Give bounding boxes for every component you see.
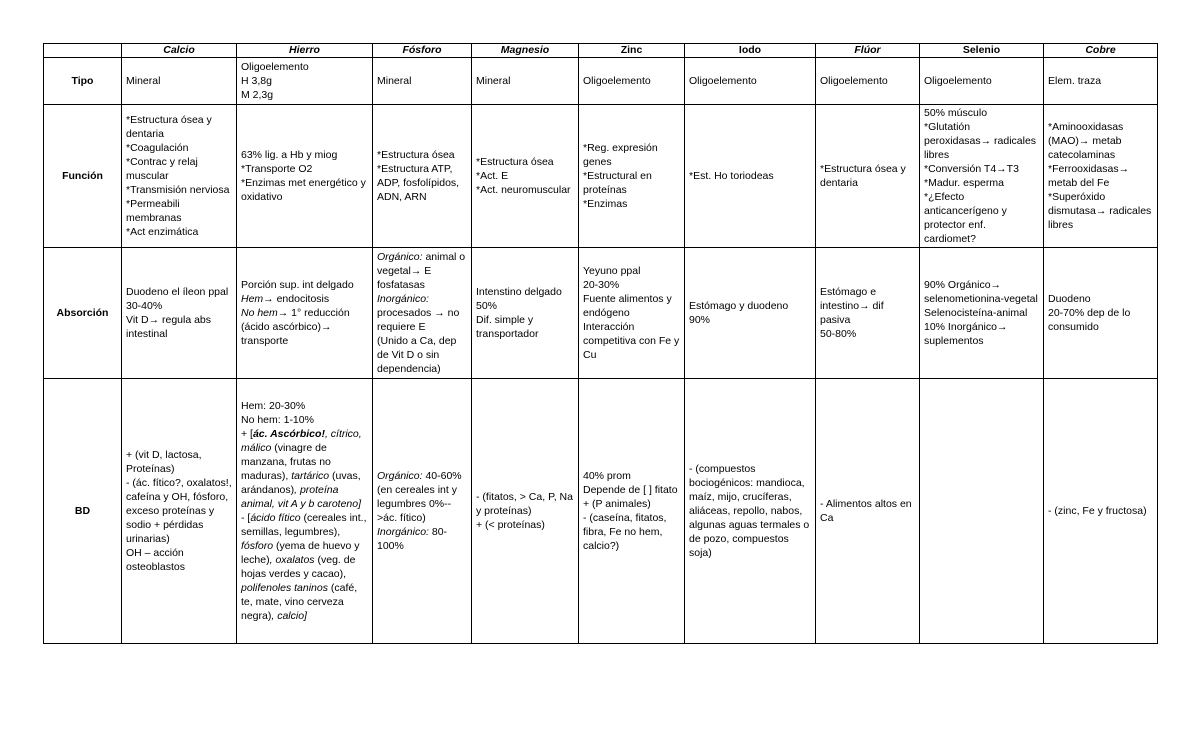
bd-fosforo-line	[377, 525, 467, 553]
polifenoles-term: polifenoles taninos	[241, 582, 328, 594]
bd-hierro-line: No hem: 1-10%	[241, 414, 314, 426]
absorcion-hierro-line	[241, 292, 368, 306]
funcion-cobre-line: *Ferrooxidasas→ metab del Fe	[1048, 163, 1130, 189]
absorcion-calcio-line: Vit D→ regula abs intestinal	[126, 314, 212, 340]
funcion-selenio	[920, 105, 1044, 248]
bd-iodo-line: - (compuestos bociogénicos: mandioca, maíz, mijo, crucíferas, aliáceas, repollo, nabos, algunas aguas termales o de pozo, compuestos soja)	[689, 463, 810, 559]
funcion-calcio	[122, 105, 237, 248]
bd-magnesio-line: - (fitatos, > Ca, P, Na y proteínas)	[476, 491, 573, 517]
absorcion-iodo-line: Estómago y duodeno 90%	[689, 300, 789, 326]
funcion-hierro	[237, 105, 373, 248]
fitico-term: ácido fítico	[250, 512, 301, 524]
proteina-term: , proteína animal, vit A y b caroteno]	[241, 484, 362, 510]
bd-zinc-line: 40% prom	[583, 470, 631, 482]
absorcion-selenio-line: 90% Orgánico→ selenometionina-vegetal	[924, 279, 1038, 305]
absorcion-calcio	[122, 248, 237, 379]
uvas-text: (uvas, arándanos)	[241, 470, 361, 496]
bd-zinc-line: - (caseína, fitatos, fibra, Fe no hem, calcio?)	[583, 512, 667, 552]
tipo-hierro-line: H 3,8g	[241, 75, 272, 87]
funcion-calcio-line: *Act enzimática	[126, 226, 199, 238]
hojas-text: (veg. de hojas verdes y cacao),	[241, 554, 356, 580]
bd-selenio	[920, 379, 1044, 644]
funcion-zinc-line: *Estructural en proteínas	[583, 170, 652, 196]
tipo-selenio: Oligoelemento	[920, 58, 1044, 105]
bd-magnesio	[472, 379, 579, 644]
header-iodo: Iodo	[685, 44, 816, 58]
bd-calcio-line: - (ác. fítico?, oxalatos!, cafeína y OH, fósforo, exceso proteínas y sodio + pérdidas urinarias)	[126, 477, 232, 545]
funcion-fosforo-line: *Estructura ATP, ADP, fosfolípidos, ADN, ARN	[377, 163, 460, 203]
inorganico-term: Inorgánico:	[377, 293, 429, 305]
funcion-magnesio-line: *Act. neuromuscular	[476, 184, 571, 196]
absorcion-fluor-line: 50-80%	[820, 328, 857, 340]
absorcion-selenio	[920, 248, 1044, 379]
row-funcion	[44, 105, 1158, 248]
oxalatos-term: , oxalatos	[269, 554, 315, 566]
bd-calcio	[122, 379, 237, 644]
tipo-fluor: Oligoelemento	[816, 58, 920, 105]
funcion-fluor: *Estructura ósea y dentaria	[816, 105, 920, 248]
row-absorcion	[44, 248, 1158, 379]
tipo-cobre: Elem. traza	[1044, 58, 1158, 105]
bd-cobre-line: - (zinc, Fe y fructosa)	[1048, 505, 1147, 517]
funcion-magnesio-line: *Act. E	[476, 170, 509, 182]
header-row	[44, 44, 1158, 58]
hem-text: → endocitosis	[263, 293, 330, 305]
tipo-fosforo: Mineral	[373, 58, 472, 105]
absorcion-hierro-line	[241, 306, 368, 348]
fosforo-term: fósforo	[241, 540, 274, 552]
funcion-calcio-line: *Coagulación	[126, 142, 189, 154]
absorcion-magnesio-line: Intenstino delgado 50%	[476, 286, 562, 312]
header-selenio: Selenio	[920, 44, 1044, 58]
absorcion-zinc-line: Yeyuno ppal	[583, 265, 641, 277]
bd-iodo	[685, 379, 816, 644]
header-zinc: Zinc	[579, 44, 685, 58]
absorcion-fluor	[816, 248, 920, 379]
funcion-zinc	[579, 105, 685, 248]
absorcion-zinc-line: 20-30%	[583, 279, 620, 291]
funcion-selenio-line: *Madur. esperma	[924, 177, 1004, 189]
no-hem-term: No hem	[241, 307, 278, 319]
header-magnesio: Magnesio	[472, 44, 579, 58]
absorcion-calcio-line: Duodeno el íleon ppal	[126, 286, 229, 298]
yema-text: (yema de huevo y leche)	[241, 540, 360, 566]
absorcion-fluor-line: Estómago e intestino→ dif pasiva	[820, 286, 884, 326]
row-bd	[44, 379, 1158, 644]
absorcion-iodo	[685, 248, 816, 379]
cafe-text: (café, te, mate, vino cerveza negra)	[241, 582, 358, 622]
absorcion-calcio-line: 30-40%	[126, 300, 163, 312]
cereales-text: (cereales int., semillas, legumbres),	[241, 512, 367, 538]
ascorbico-term: ác. Ascórbico!	[252, 428, 325, 440]
bd-fosforo	[373, 379, 472, 644]
absorcion-selenio-line: Selenocisteína-animal	[924, 307, 1028, 319]
tipo-hierro-line: M 2,3g	[241, 89, 274, 101]
funcion-selenio-line: 50% músculo	[924, 107, 988, 119]
bd-calcio-line: + (vit D, lactosa, Proteínas)	[126, 449, 202, 475]
funcion-calcio-line: *Permeabili membranas	[126, 198, 182, 224]
header-cobre: Cobre	[1044, 44, 1158, 58]
bd-hierro	[237, 379, 373, 644]
row-label-funcion: Función	[44, 105, 122, 248]
bd-hierro-inhibitors	[241, 511, 368, 623]
inorganico-text: procesados → no requiere E	[377, 307, 460, 333]
funcion-fosforo-line: *Estructura ósea	[377, 149, 455, 161]
absorcion-selenio-line: 10% Inorgánico→ suplementos	[924, 321, 1008, 347]
organico-text: animal o vegetal→ E fosfatasas	[377, 251, 466, 291]
absorcion-fosforo-line: (Unido a Ca, dep de Vit D o sin dependencia)	[377, 335, 457, 375]
absorcion-zinc	[579, 248, 685, 379]
funcion-calcio-line: *Estructura ósea y dentaria	[126, 114, 212, 140]
absorcion-magnesio-line: Dif. simple y transportador	[476, 314, 539, 340]
funcion-hierro-line: 63% lig. a Hb y miog	[241, 149, 338, 161]
funcion-zinc-line: *Enzimas	[583, 198, 628, 210]
plus-bracket: + [	[241, 428, 253, 440]
funcion-fosforo	[373, 105, 472, 248]
bd-zinc	[579, 379, 685, 644]
tartarico-term: tartárico	[291, 470, 330, 482]
bd-magnesio-line: + (< proteínas)	[476, 519, 545, 531]
organico-text: 40-60% (en cereales int y legumbres 0%-->ác. fítico)	[377, 470, 462, 524]
bd-cobre	[1044, 379, 1158, 644]
minus-bracket: - [	[241, 512, 251, 524]
funcion-cobre	[1044, 105, 1158, 248]
calcio-term: , calcio]	[271, 610, 307, 622]
funcion-zinc-line: *Reg. expresión genes	[583, 142, 658, 168]
tipo-hierro-line: Oligoelemento	[241, 61, 309, 73]
absorcion-cobre-line: Duodeno	[1048, 293, 1091, 305]
row-label-absorcion: Absorción	[44, 248, 122, 379]
absorcion-cobre-line: 20-70% dep de lo consumido	[1048, 307, 1131, 333]
funcion-magnesio	[472, 105, 579, 248]
organico-term: Orgánico:	[377, 251, 423, 263]
hem-term: Hem	[241, 293, 264, 305]
bd-fosforo-line	[377, 469, 467, 525]
absorcion-fosforo-line	[377, 250, 467, 292]
absorcion-zinc-line: Fuente alimentos y endógeno	[583, 293, 672, 319]
header-fosforo: Fósforo	[373, 44, 472, 58]
funcion-iodo: *Est. Ho toriodeas	[685, 105, 816, 248]
tipo-zinc: Oligoelemento	[579, 58, 685, 105]
bd-fluor	[816, 379, 920, 644]
funcion-cobre-line: *Aminooxidasas (MAO)→ metab catecolaminas	[1048, 121, 1124, 161]
tipo-magnesio: Mineral	[472, 58, 579, 105]
funcion-selenio-line: *Conversión T4→T3	[924, 163, 1019, 175]
funcion-cobre-line: *Superóxido dismutasa→ radicales libres	[1048, 191, 1152, 231]
header-fluor: Flúor	[816, 44, 920, 58]
row-label-tipo: Tipo	[44, 58, 122, 105]
absorcion-fosforo	[373, 248, 472, 379]
organico-term: Orgánico:	[377, 470, 423, 482]
bd-zinc-line: Depende de [ ] fitato	[583, 484, 678, 496]
absorcion-cobre	[1044, 248, 1158, 379]
funcion-selenio-line: *¿Efecto anticancerígeno y protector enf. cardiomet?	[924, 191, 1007, 245]
absorcion-fosforo-line	[377, 292, 467, 334]
nutrient-table	[43, 43, 1158, 644]
row-tipo	[44, 58, 1158, 105]
citrico-term: , cítrico, málico	[241, 428, 362, 454]
no-hem-text: → 1° reducción (ácido ascórbico)→ transporte	[241, 307, 350, 347]
absorcion-zinc-line: Interacción competitiva con Fe y Cu	[583, 321, 680, 361]
funcion-hierro-line: *Transporte O2	[241, 163, 313, 175]
funcion-selenio-line: *Glutatión peroxidasas→ radicales libres	[924, 121, 1037, 161]
tipo-calcio: Mineral	[122, 58, 237, 105]
absorcion-magnesio	[472, 248, 579, 379]
inorganico-term: Inorgánico:	[377, 526, 429, 538]
bd-hierro-enhancers	[241, 427, 368, 511]
bd-zinc-line: + (P animales)	[583, 498, 651, 510]
absorcion-hierro	[237, 248, 373, 379]
header-hierro: Hierro	[237, 44, 373, 58]
bd-fluor-line: - Alimentos altos en Ca	[820, 498, 912, 524]
funcion-magnesio-line: *Estructura ósea	[476, 156, 554, 168]
bd-calcio-line: OH – acción osteoblastos	[126, 547, 185, 573]
funcion-calcio-line: *Contrac y relaj muscular	[126, 156, 198, 182]
tipo-iodo: Oligoelemento	[685, 58, 816, 105]
header-calcio: Calcio	[122, 44, 237, 58]
bd-hierro-line: Hem: 20-30%	[241, 400, 306, 412]
vinagre-text: (vinagre de manzana, frutas no maduras),	[241, 442, 331, 482]
tipo-hierro	[237, 58, 373, 105]
inorganico-text: 80-100%	[377, 526, 448, 552]
header-empty	[44, 44, 122, 58]
funcion-hierro-line: *Enzimas met energético y oxidativo	[241, 177, 366, 203]
row-label-bd: BD	[44, 379, 122, 644]
absorcion-hierro-line: Porción sup. int delgado	[241, 279, 354, 291]
funcion-calcio-line: *Transmisión nerviosa	[126, 184, 230, 196]
